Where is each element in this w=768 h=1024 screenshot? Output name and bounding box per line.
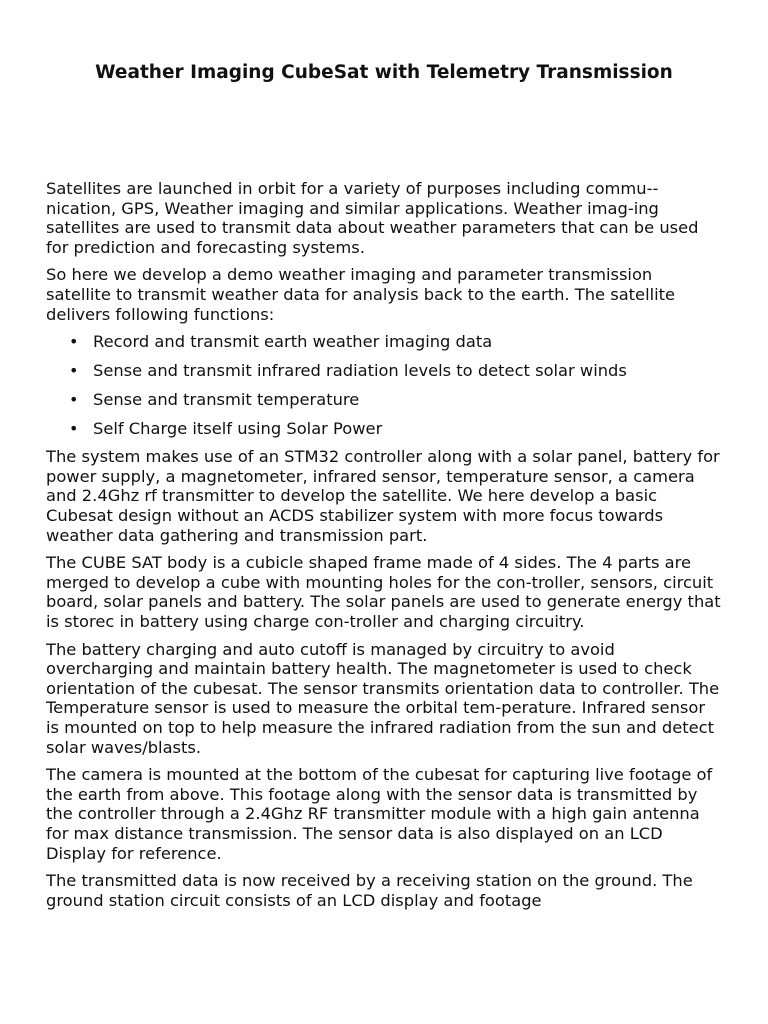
paragraph-system: The system makes use of an STM32 controller along with a solar panel, battery for power supply, a magnetometer, infrared sensor, temperature sensor, a camera and 2.4Ghz rf transmitter to develop the satellite. We here develop a basic Cubesat design without an ACDS stabilizer system with more focus towards weather data gathering and transmission part. — [46, 447, 720, 545]
list-item — [46, 361, 722, 381]
list-item-text: Record and transmit earth weather imaging data — [93, 332, 493, 352]
bullet-icon: • — [69, 360, 79, 380]
paragraph-cubesat-body: The CUBE SAT body is a cubicle shaped frame made of 4 sides. The 4 parts are merged to develop a cube with mounting holes for the con-troller, sensors, circuit board, solar panels and battery. The solar panels are used to generate energy that is storec in battery using charge con-troller and charging circuitry. — [46, 553, 721, 632]
paragraph-intro-1: Satellites are launched in orbit for a variety of purposes including commu-nication, GPS, Weather imaging and similar applications. Weather imag-ing satellites are used to transmit data about weather parameters that can be used for prediction and forecasting systems. — [46, 179, 699, 257]
bullet-icon: • — [69, 418, 79, 438]
paragraph-camera: The camera is mounted at the bottom of the cubesat for capturing live footage of the earth from above. This footage along with the sensor data is transmitted by the controller through a 2.4Ghz RF transmitter module with a high gain antenna for max distance transmission. The sensor data is also displayed on an LCD Display for reference. — [46, 765, 713, 863]
document-title: Weather Imaging CubeSat with Telemetry Transmission — [95, 62, 673, 83]
list-item-text: Sense and transmit temperature — [93, 389, 360, 409]
list-item — [46, 332, 722, 352]
paragraph-battery: The battery charging and auto cutoff is managed by circuitry to avoid overcharging and maintain battery health. The magnetometer is used to check orientation of the cubesat. The sensor transmits orientation data to controller. The Temperature sensor is used to measure the orbital tem-perature. Infrared sensor is mounted on top to help measure the infrared radiation from the sun and detect solar waves/blasts. — [46, 639, 720, 757]
list-item-text: Self Charge itself using Solar Power — [93, 418, 383, 438]
paragraph-ground-station: The transmitted data is now received by a receiving station on the ground. The ground station circuit consists of an LCD display and footage — [46, 871, 693, 910]
list-item-text: Sense and transmit infrared radiation levels to detect solar winds — [93, 360, 627, 380]
list-item — [46, 390, 722, 410]
functions-list — [46, 332, 722, 438]
document-body — [46, 179, 722, 918]
bullet-icon: • — [69, 389, 79, 409]
list-item — [46, 419, 722, 439]
paragraph-intro-2: So here we develop a demo weather imaging and parameter transmission satellite to transmit weather data for analysis back to the earth. The satellite delivers following functions: — [46, 265, 676, 324]
bullet-icon: • — [69, 332, 79, 352]
